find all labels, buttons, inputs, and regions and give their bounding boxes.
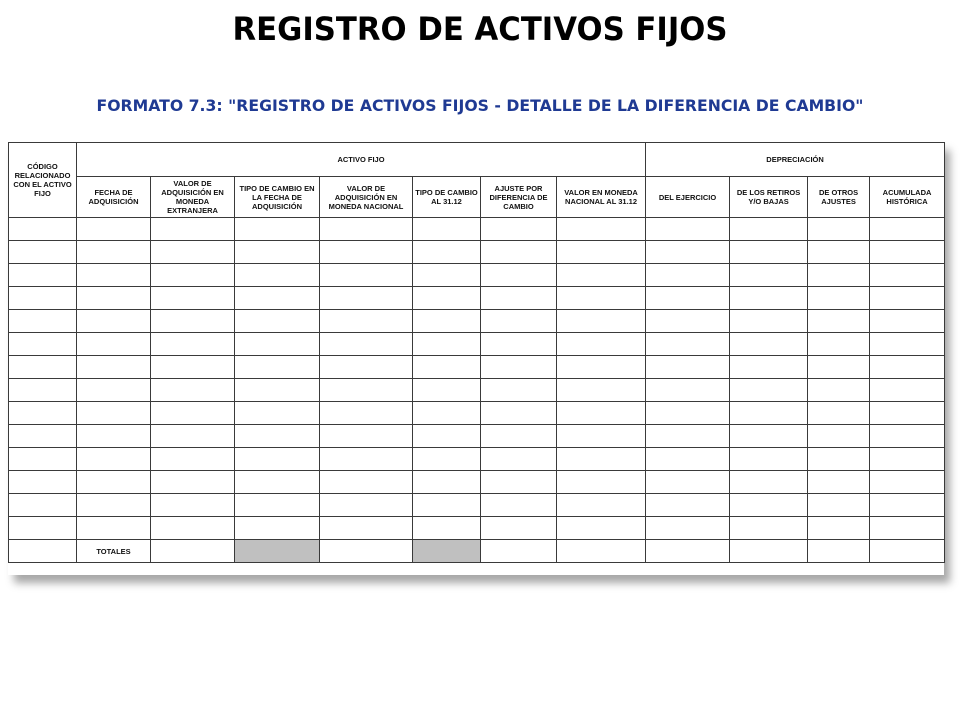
header-activo-fijo: ACTIVO FIJO [77, 143, 646, 177]
table-cell[interactable] [557, 494, 646, 517]
header-depreciacion: DEPRECIACIÓN [646, 143, 945, 177]
table-cell[interactable] [320, 241, 413, 264]
table-row [9, 218, 945, 241]
table-cell[interactable] [413, 241, 481, 264]
table-cell[interactable] [151, 448, 235, 471]
table-cell[interactable] [151, 241, 235, 264]
table-cell[interactable] [730, 425, 808, 448]
table-cell[interactable] [808, 218, 870, 241]
table-cell[interactable] [151, 379, 235, 402]
table-row [9, 356, 945, 379]
table-cell[interactable] [151, 310, 235, 333]
table-cell[interactable] [808, 517, 870, 540]
table-cell[interactable] [557, 517, 646, 540]
table-cell[interactable] [413, 264, 481, 287]
table-cell[interactable] [413, 310, 481, 333]
table-cell[interactable] [151, 494, 235, 517]
table-cell[interactable] [151, 264, 235, 287]
table-cell[interactable] [870, 287, 945, 310]
table-row [9, 425, 945, 448]
table-cell[interactable] [77, 448, 151, 471]
totals-cell-shaded [413, 540, 481, 563]
table-cell[interactable] [9, 218, 77, 241]
table-body [9, 218, 945, 563]
table-cell[interactable] [235, 218, 320, 241]
table-cell[interactable] [870, 241, 945, 264]
column-header: VALOR DE ADQUISICIÓN EN MONEDA NACIONAL [320, 177, 413, 218]
table-cell[interactable] [151, 471, 235, 494]
table-cell[interactable] [151, 402, 235, 425]
table-cell[interactable] [557, 264, 646, 287]
table-cell[interactable] [730, 310, 808, 333]
table-cell[interactable] [557, 471, 646, 494]
table-cell[interactable] [413, 379, 481, 402]
table-cell[interactable] [730, 264, 808, 287]
table-cell[interactable] [808, 241, 870, 264]
table-cell[interactable] [646, 379, 730, 402]
table-row [9, 310, 945, 333]
table-cell[interactable] [320, 333, 413, 356]
table-cell[interactable] [235, 471, 320, 494]
table-cell[interactable] [77, 287, 151, 310]
table-cell[interactable] [870, 356, 945, 379]
table-cell[interactable] [9, 402, 77, 425]
table-cell[interactable] [808, 310, 870, 333]
fixed-assets-register-sheet [8, 142, 944, 575]
table-cell[interactable] [235, 264, 320, 287]
table-cell[interactable] [481, 310, 557, 333]
table-cell[interactable] [730, 356, 808, 379]
table-cell[interactable] [730, 218, 808, 241]
totals-label: TOTALES [77, 540, 151, 563]
table-cell[interactable] [808, 379, 870, 402]
table-cell[interactable] [646, 517, 730, 540]
totals-cell[interactable] [151, 540, 235, 563]
table-cell[interactable] [481, 402, 557, 425]
table-cell[interactable] [77, 402, 151, 425]
table-cell[interactable] [481, 287, 557, 310]
table-cell[interactable] [413, 494, 481, 517]
table-cell[interactable] [9, 448, 77, 471]
table-cell[interactable] [235, 402, 320, 425]
table-row [9, 471, 945, 494]
table-cell[interactable] [808, 287, 870, 310]
table-cell[interactable] [481, 471, 557, 494]
totals-cell[interactable] [870, 540, 945, 563]
table-cell[interactable] [9, 287, 77, 310]
table-cell[interactable] [481, 425, 557, 448]
table-cell[interactable] [9, 517, 77, 540]
table-cell[interactable] [870, 517, 945, 540]
table-cell[interactable] [77, 425, 151, 448]
table-cell[interactable] [9, 425, 77, 448]
table-cell[interactable] [870, 310, 945, 333]
table-cell[interactable] [646, 310, 730, 333]
totals-cell[interactable] [730, 540, 808, 563]
table-cell[interactable] [413, 517, 481, 540]
table-cell[interactable] [557, 425, 646, 448]
table-cell[interactable] [646, 218, 730, 241]
table-row [9, 448, 945, 471]
totals-cell[interactable] [481, 540, 557, 563]
table-cell[interactable] [151, 218, 235, 241]
table-cell[interactable] [808, 494, 870, 517]
table-cell[interactable] [77, 241, 151, 264]
table-cell[interactable] [646, 448, 730, 471]
table-cell[interactable] [413, 471, 481, 494]
table-cell[interactable] [481, 264, 557, 287]
table-cell[interactable] [557, 333, 646, 356]
table-cell[interactable] [481, 379, 557, 402]
table-cell[interactable] [646, 241, 730, 264]
table-cell[interactable] [320, 471, 413, 494]
table-cell[interactable] [730, 402, 808, 425]
totals-cell[interactable] [808, 540, 870, 563]
table-cell[interactable] [235, 494, 320, 517]
table-cell[interactable] [320, 379, 413, 402]
table-cell[interactable] [9, 241, 77, 264]
totals-spacer-cell [9, 540, 77, 563]
table-cell[interactable] [9, 333, 77, 356]
column-header: FECHA DE ADQUISICIÓN [77, 177, 151, 218]
column-header: VALOR EN MONEDA NACIONAL AL 31.12 [557, 177, 646, 218]
table-cell[interactable] [151, 287, 235, 310]
table-cell[interactable] [808, 402, 870, 425]
table-cell[interactable] [730, 379, 808, 402]
table-cell[interactable] [320, 218, 413, 241]
table-cell[interactable] [235, 517, 320, 540]
page-title: REGISTRO DE ACTIVOS FIJOS [232, 10, 728, 48]
column-header: DEL EJERCICIO [646, 177, 730, 218]
table-cell[interactable] [320, 356, 413, 379]
totals-cell[interactable] [320, 540, 413, 563]
table-cell[interactable] [730, 471, 808, 494]
table-cell[interactable] [481, 333, 557, 356]
table-row [9, 402, 945, 425]
table-cell[interactable] [808, 333, 870, 356]
table-cell[interactable] [320, 264, 413, 287]
table-cell[interactable] [320, 310, 413, 333]
table-row [9, 494, 945, 517]
column-header: DE OTROS AJUSTES [808, 177, 870, 218]
table-cell[interactable] [235, 310, 320, 333]
table-cell[interactable] [9, 494, 77, 517]
table-cell[interactable] [77, 379, 151, 402]
table-cell[interactable] [320, 425, 413, 448]
table-cell[interactable] [77, 310, 151, 333]
table-cell[interactable] [413, 425, 481, 448]
table-cell[interactable] [77, 471, 151, 494]
table-cell[interactable] [235, 287, 320, 310]
totals-cell[interactable] [557, 540, 646, 563]
table-cell[interactable] [870, 333, 945, 356]
table-cell[interactable] [557, 310, 646, 333]
table-cell[interactable] [235, 448, 320, 471]
table-cell[interactable] [557, 241, 646, 264]
table-cell[interactable] [870, 448, 945, 471]
table-cell[interactable] [730, 241, 808, 264]
table-cell[interactable] [646, 471, 730, 494]
table-row [9, 333, 945, 356]
table-cell[interactable] [557, 218, 646, 241]
table-cell[interactable] [481, 517, 557, 540]
table-cell[interactable] [413, 402, 481, 425]
table-cell[interactable] [557, 356, 646, 379]
table-cell[interactable] [646, 425, 730, 448]
table-cell[interactable] [646, 356, 730, 379]
table-cell[interactable] [730, 448, 808, 471]
table-cell[interactable] [151, 425, 235, 448]
column-header: AJUSTE POR DIFERENCIA DE CAMBIO [481, 177, 557, 218]
table-cell[interactable] [235, 356, 320, 379]
table-cell[interactable] [481, 218, 557, 241]
table-cell[interactable] [870, 379, 945, 402]
format-subtitle: FORMATO 7.3: "REGISTRO DE ACTIVOS FIJOS - DETALLE DE LA DIFERENCIA DE CAMBIO" [96, 96, 864, 115]
table-cell[interactable] [413, 287, 481, 310]
table-cell[interactable] [320, 517, 413, 540]
table-cell[interactable] [646, 333, 730, 356]
table-row [9, 379, 945, 402]
column-header: TIPO DE CAMBIO EN LA FECHA DE ADQUISICIÓN [235, 177, 320, 218]
table-cell[interactable] [151, 517, 235, 540]
table-cell[interactable] [808, 264, 870, 287]
table-cell[interactable] [870, 494, 945, 517]
table-cell[interactable] [77, 517, 151, 540]
totals-row [9, 540, 945, 563]
table-cell[interactable] [870, 471, 945, 494]
column-header: DE LOS RETIROS Y/O BAJAS [730, 177, 808, 218]
table-cell[interactable] [808, 425, 870, 448]
table-cell[interactable] [870, 425, 945, 448]
table-cell[interactable] [235, 333, 320, 356]
table-cell[interactable] [481, 356, 557, 379]
table-cell[interactable] [646, 494, 730, 517]
table-cell[interactable] [77, 218, 151, 241]
table-cell[interactable] [413, 218, 481, 241]
column-header: ACUMULADA HISTÓRICA [870, 177, 945, 218]
table-cell[interactable] [730, 494, 808, 517]
header-codigo: CÓDIGO RELACIONADO CON EL ACTIVO FIJO [9, 143, 77, 218]
table-cell[interactable] [320, 402, 413, 425]
table-cell[interactable] [646, 287, 730, 310]
table-cell[interactable] [9, 356, 77, 379]
table-cell[interactable] [730, 333, 808, 356]
table-cell[interactable] [9, 310, 77, 333]
table-cell[interactable] [808, 471, 870, 494]
table-cell[interactable] [235, 241, 320, 264]
table-cell[interactable] [481, 241, 557, 264]
table-cell[interactable] [646, 264, 730, 287]
table-cell[interactable] [413, 448, 481, 471]
table-cell[interactable] [481, 494, 557, 517]
column-header: VALOR DE ADQUISICIÓN EN MONEDA EXTRANJERA [151, 177, 235, 218]
table-cell[interactable] [151, 333, 235, 356]
table-cell[interactable] [320, 448, 413, 471]
table-cell[interactable] [870, 264, 945, 287]
table-cell[interactable] [77, 264, 151, 287]
table-cell[interactable] [235, 379, 320, 402]
table-cell[interactable] [557, 402, 646, 425]
table-row [9, 517, 945, 540]
table-row [9, 287, 945, 310]
table-cell[interactable] [557, 448, 646, 471]
totals-cell-shaded [235, 540, 320, 563]
table-cell[interactable] [808, 448, 870, 471]
table-cell[interactable] [320, 287, 413, 310]
totals-cell[interactable] [646, 540, 730, 563]
table-cell[interactable] [320, 494, 413, 517]
table-cell[interactable] [77, 333, 151, 356]
table-cell[interactable] [235, 425, 320, 448]
column-header: TIPO DE CAMBIO AL 31.12 [413, 177, 481, 218]
table-cell[interactable] [870, 218, 945, 241]
table-cell[interactable] [730, 517, 808, 540]
fixed-assets-table [8, 142, 945, 563]
table-cell[interactable] [730, 287, 808, 310]
table-cell[interactable] [9, 471, 77, 494]
table-cell[interactable] [870, 402, 945, 425]
table-cell[interactable] [9, 379, 77, 402]
table-cell[interactable] [481, 448, 557, 471]
table-row [9, 264, 945, 287]
table-cell[interactable] [77, 494, 151, 517]
table-cell[interactable] [151, 356, 235, 379]
table-cell[interactable] [77, 356, 151, 379]
table-cell[interactable] [9, 264, 77, 287]
table-cell[interactable] [808, 356, 870, 379]
table-cell[interactable] [413, 333, 481, 356]
table-cell[interactable] [557, 287, 646, 310]
table-cell[interactable] [557, 379, 646, 402]
table-cell[interactable] [413, 356, 481, 379]
table-cell[interactable] [646, 402, 730, 425]
table-row [9, 241, 945, 264]
